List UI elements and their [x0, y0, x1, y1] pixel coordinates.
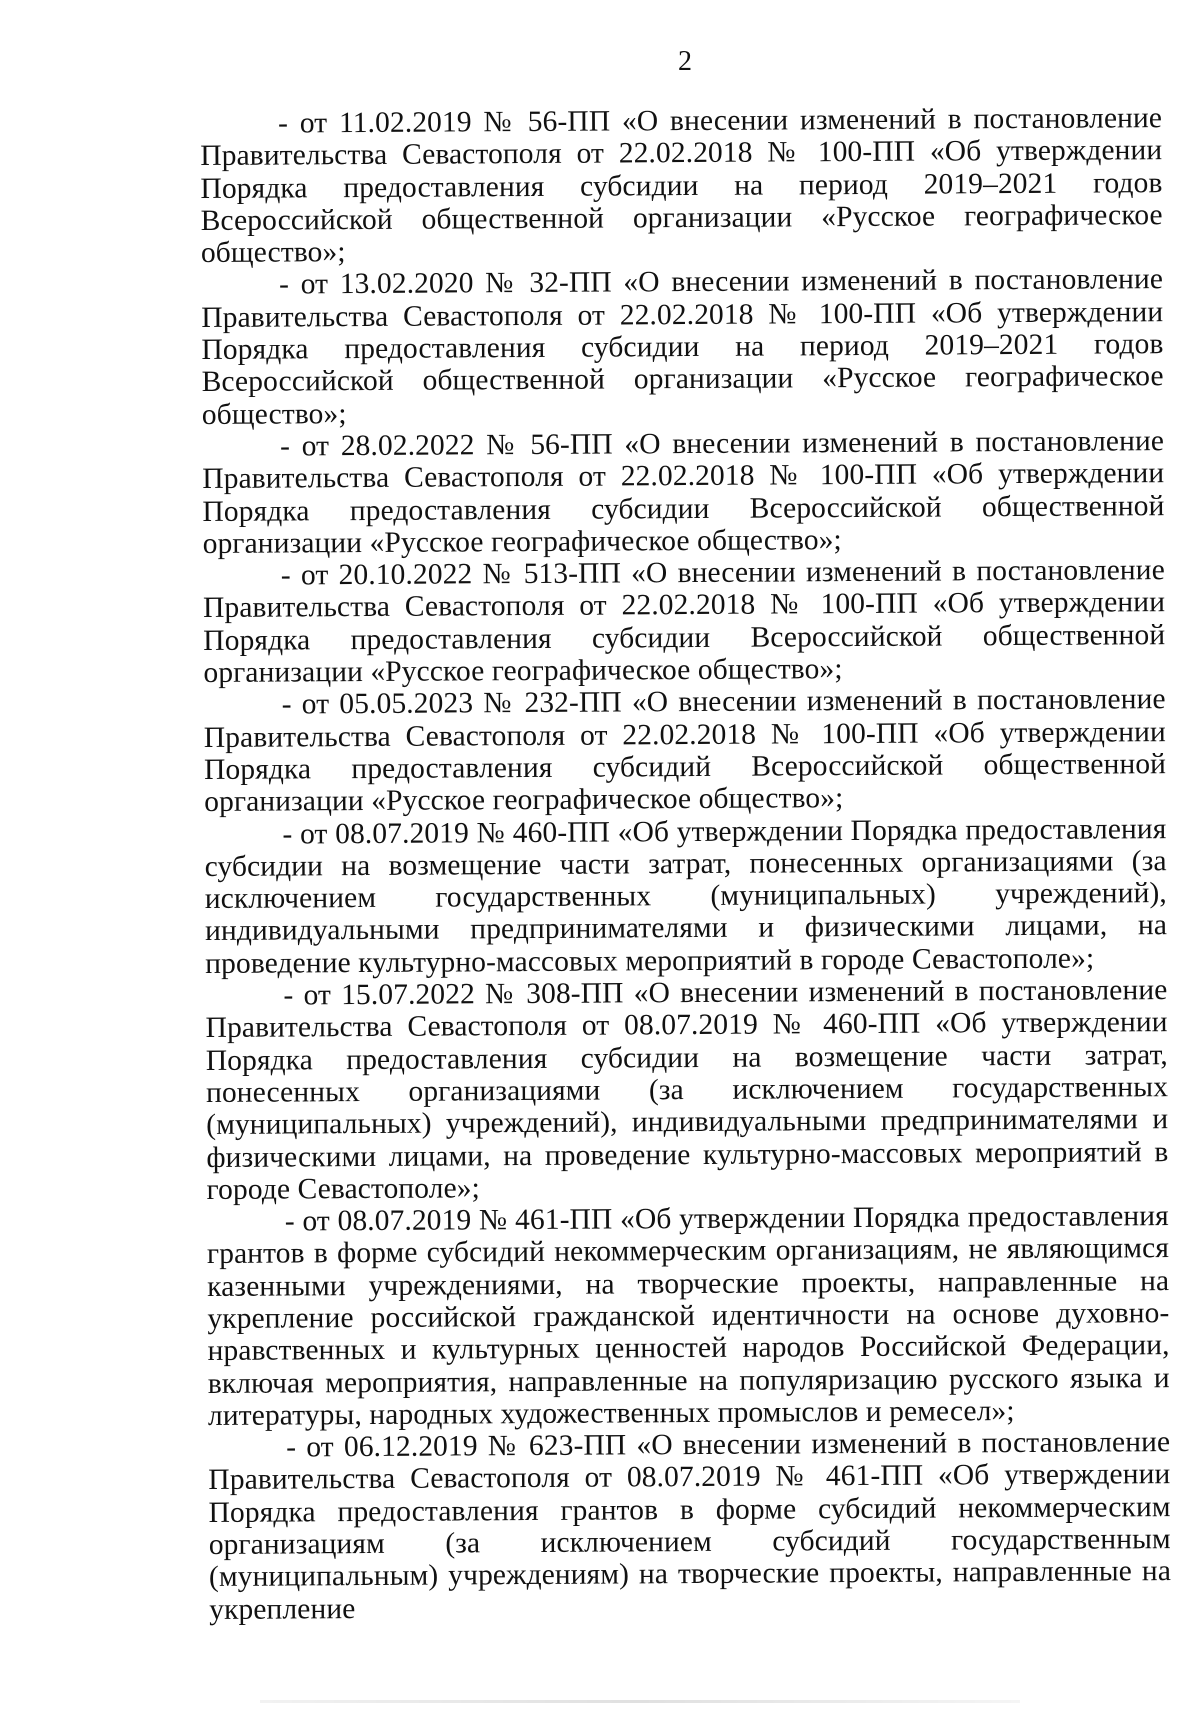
- scan-artifact: [260, 1700, 1020, 1703]
- list-item: - от 20.10.2022 № 513-ПП «О внесении изменений в постановление Правительства Севастополя от 22.02.2018 № 100-ПП «Об утверждении Порядка предоставления субсидии Всероссийской общественной организации «Русское географическое общество»;: [202, 554, 1166, 690]
- list-item: - от 13.02.2020 № 32-ПП «О внесении изменений в постановление Правительства Севастополя от 22.02.2018 № 100-ПП «Об утверждении Порядка предоставления субсидии на период 2019–2021 годов Всероссийской общественной организации «Русское географическое общество»;: [201, 263, 1164, 431]
- list-item: - от 15.07.2022 № 308-ПП «О внесении изменений в постановление Правительства Севастополя от 08.07.2019 № 460-ПП «Об утверждении Порядка предоставления субсидии на возмещение части затрат, понесенных организациями (за исключением государственных (муниципальных) учреждений), индивидуальными предпринимателями и физическими лицами, на проведение культурно-массовых мероприятий в городе Севастополе»;: [205, 974, 1169, 1206]
- list-item: - от 08.07.2019 № 460-ПП «Об утверждении Порядка предоставления субсидии на возмещение части затрат, понесенных организациями (за исключением государственных (муниципальных) учреждений), индивидуальными предпринимателями и физическими лицами, на проведение культурно-массовых мероприятий в городе Севастополе»;: [204, 812, 1168, 980]
- list-item: - от 28.02.2022 № 56-ПП «О внесении изменений в постановление Правительства Севастополя от 22.02.2018 № 100-ПП «Об утверждении Порядка предоставления субсидии Всероссийской общественной организации «Русское географическое общество»;: [202, 425, 1165, 560]
- list-item: - от 05.05.2023 № 232-ПП «О внесении изменений в постановление Правительства Севастополя от 22.02.2018 № 100-ПП «Об утверждении Порядка предоставления субсидий Всероссийской общественной организации «Русское географическое общество»;: [203, 683, 1167, 819]
- page-number: 2: [678, 46, 692, 77]
- document-body: [200, 102, 1171, 1626]
- list-item: - от 06.12.2019 № 623-ПП «О внесении изменений в постановление Правительства Севастополя от 08.07.2019 № 461-ПП «Об утверждении Порядка предоставления грантов в форме субсидий некоммерческим организациям (за исключением субсидий государственным (муниципальным) учреждениям) на творческие проекты, направленные на укрепление: [208, 1426, 1172, 1626]
- list-item: - от 11.02.2019 № 56-ПП «О внесении изменений в постановление Правительства Севастополя от 22.02.2018 № 100-ПП «Об утверждении Порядка предоставления субсидии на период 2019–2021 годов Всероссийской общественной организации «Русское географическое общество»;: [200, 102, 1163, 270]
- list-item: - от 08.07.2019 № 461-ПП «Об утверждении Порядка предоставления грантов в форме субсидий некоммерческим организациям, не являющимся казенными учреждениями, на творческие проекты, направленные на укрепление российской гражданской идентичности на основе духовно-нравственных и культурных ценностей народов Российской Федерации, включая мероприятия, направленные на популяризацию русского языка и литературы, народных художественных промыслов и ремесел»;: [206, 1200, 1170, 1432]
